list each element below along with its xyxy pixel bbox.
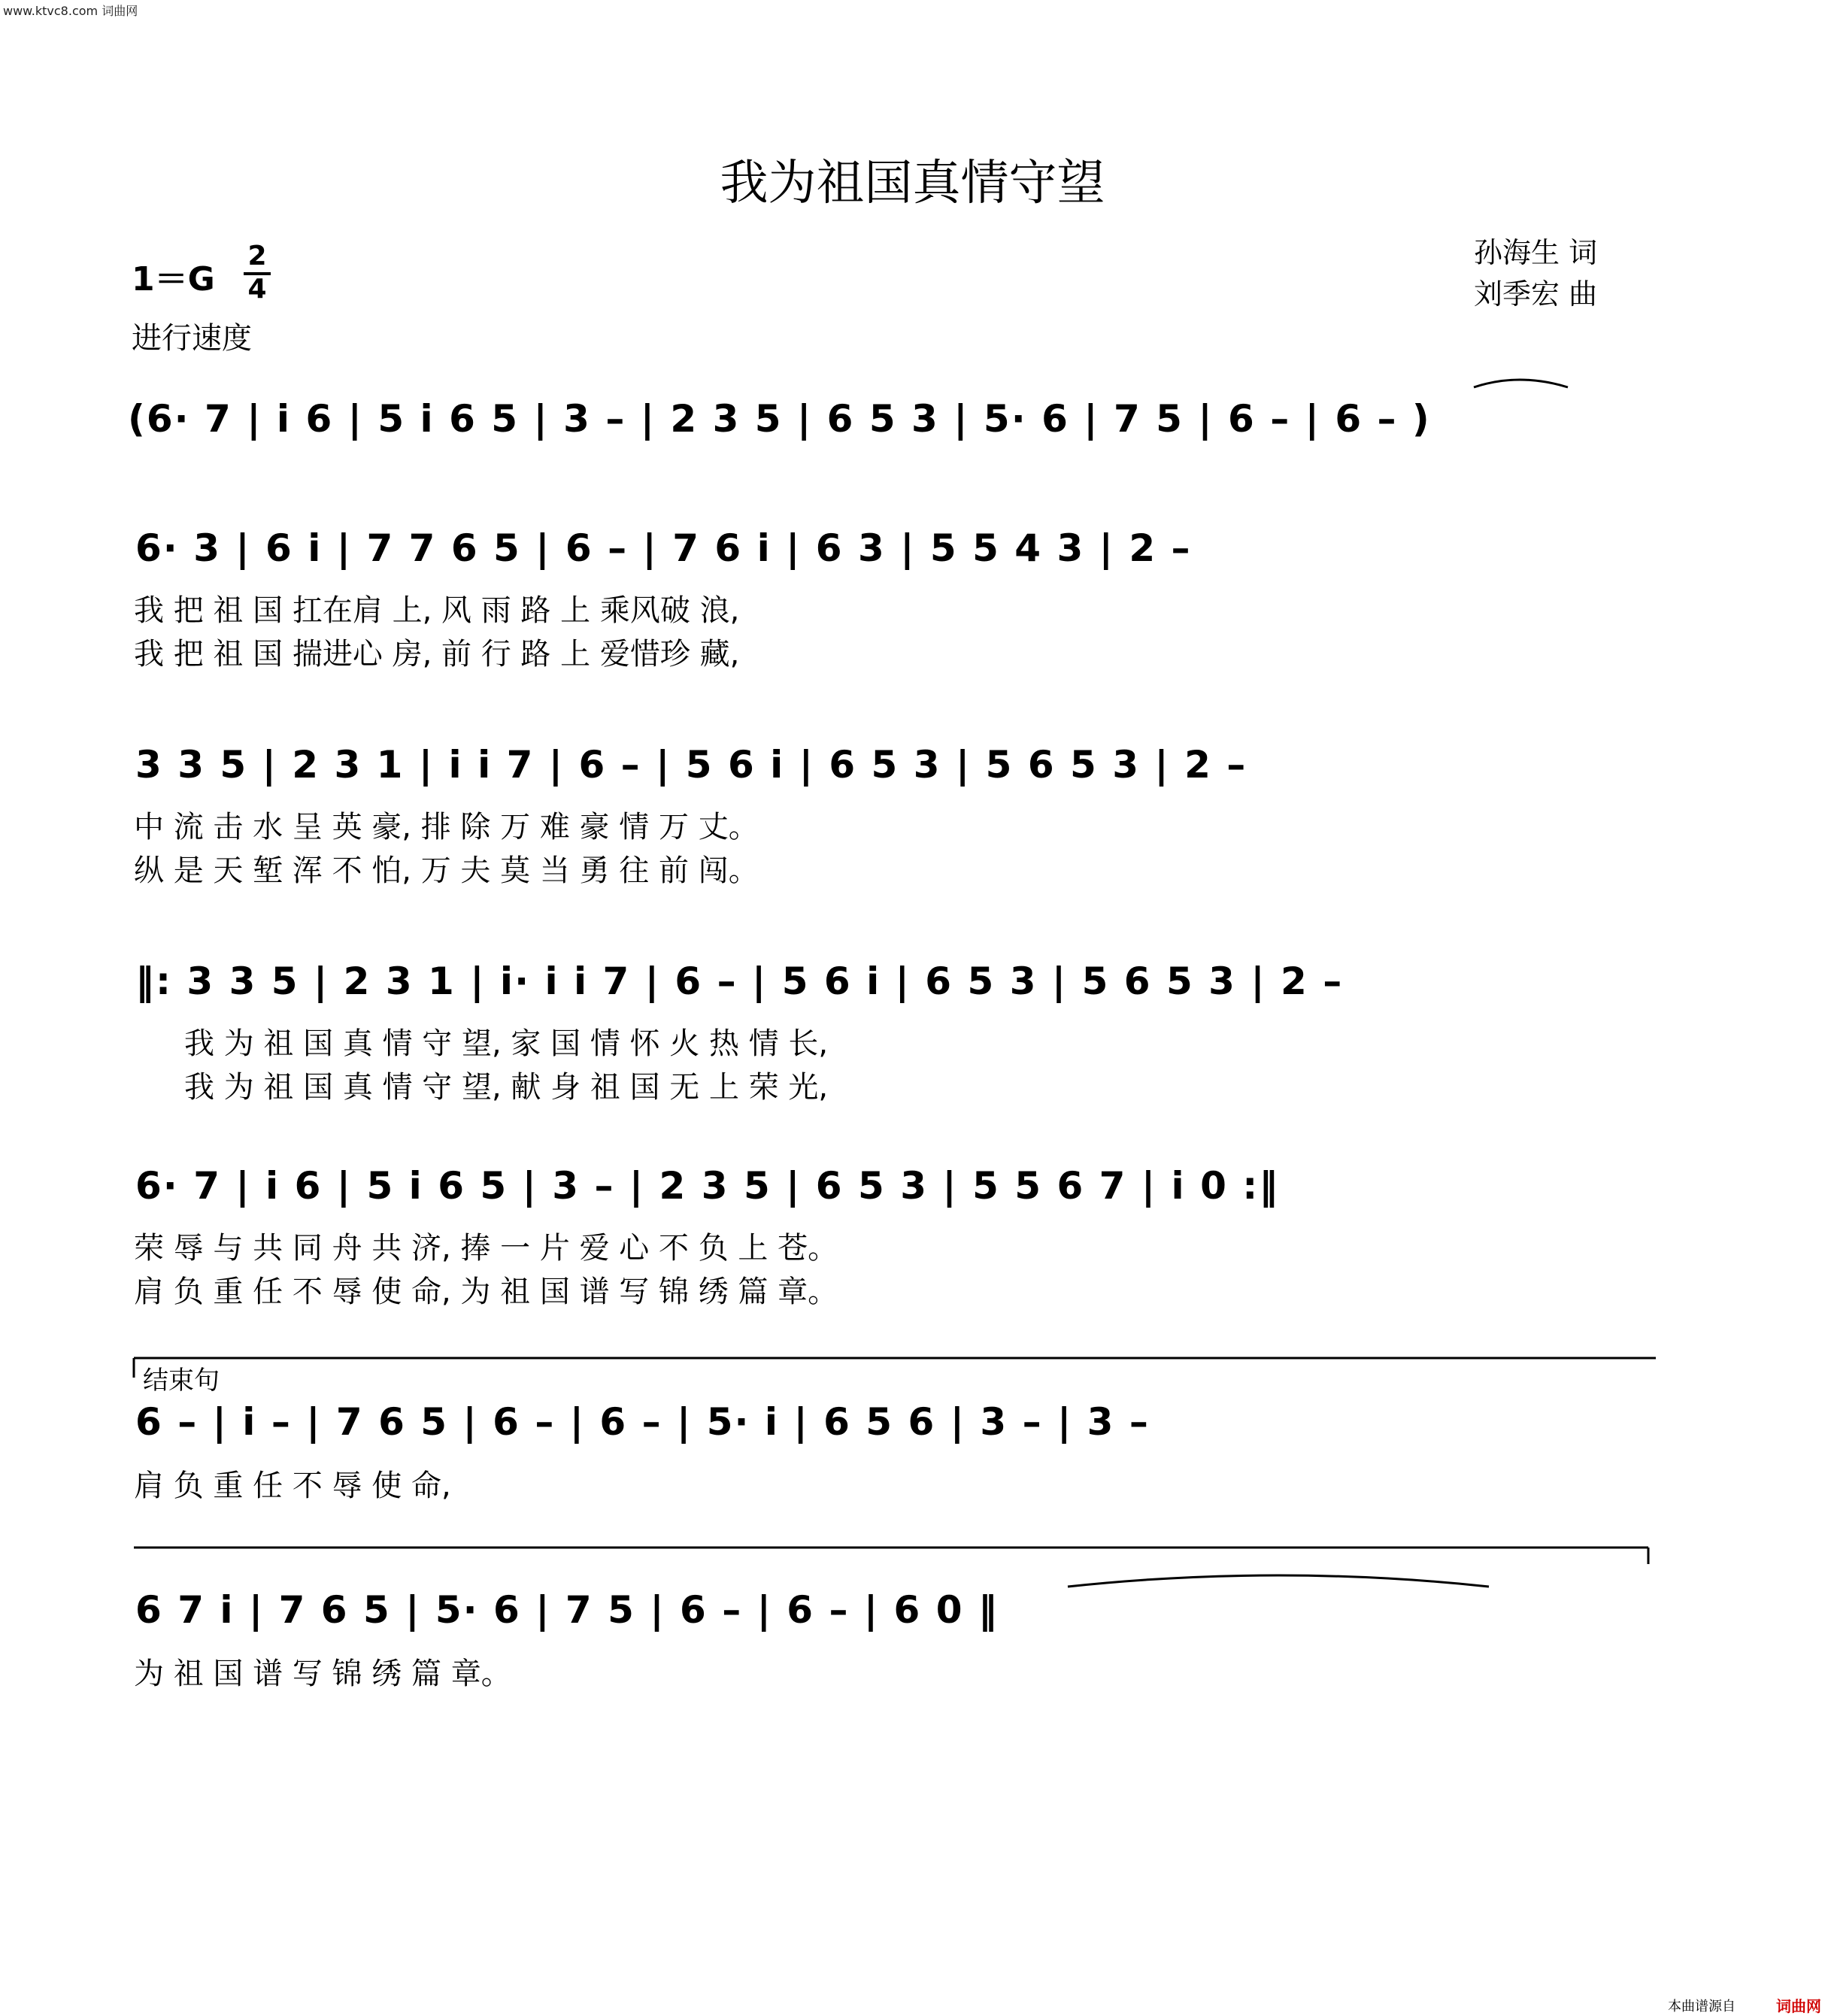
time-denominator: 4 xyxy=(247,274,267,305)
lyric-row-2-verse-1: 中 流 击 水 呈 英 豪, 排 除 万 难 豪 情 万 丈。 xyxy=(134,810,759,844)
song-title: 我为祖国真情守望 xyxy=(720,156,1105,211)
notation-row-3: ‖: 3 3 5 | 2 3 1 | i· i i 7 | 6 – | 5 6 i | 6 5 3 | 5 6 5 3 | 2 – xyxy=(135,959,1344,1003)
notation-row-1: 6· 3 | 6 i | 7 7 6 5 | 6 – | 7 6 i | 6 3 | 5 5 4 3 | 2 – xyxy=(135,526,1192,570)
lyric-row-4-verse-1: 荣 辱 与 共 同 舟 共 济, 捧 一 片 爱 心 不 负 上 苍。 xyxy=(134,1231,838,1266)
watermark: www.ktvc8.com 词曲网 xyxy=(3,4,138,18)
composer-credit: 刘季宏 曲 xyxy=(1474,277,1598,311)
time-numerator: 2 xyxy=(247,241,267,271)
lyricist-credit: 孙海生 词 xyxy=(1474,236,1598,269)
lyric-row-1-verse-1: 我 把 祖 国 扛在肩 上, 风 雨 路 上 乘风破 浪, xyxy=(134,593,740,628)
footer-source: 本曲谱源自 xyxy=(1668,1999,1736,2014)
final-tie xyxy=(1068,1575,1489,1587)
notation-row-intro: (6· 7 | i 6 | 5 i 6 5 | 3 – | 2 3 5 | 6 5 3 | 5· 6 | 7 5 | 6 – | 6 – ) xyxy=(128,397,1431,441)
lyric-row-6: 为 祖 国 谱 写 锦 绣 篇 章。 xyxy=(134,1657,511,1691)
lyric-row-4-verse-2: 肩 负 重 任 不 辱 使 命, 为 祖 国 谱 写 锦 绣 篇 章。 xyxy=(134,1275,838,1309)
intro-tie xyxy=(1474,380,1568,387)
key-signature: 1＝G xyxy=(132,260,215,299)
lyric-row-1-verse-2: 我 把 祖 国 揣进心 房, 前 行 路 上 爱惜珍 藏, xyxy=(134,637,740,671)
notation-row-2: 3 3 5 | 2 3 1 | i i 7 | 6 – | 5 6 i | 6 5 3 | 5 6 5 3 | 2 – xyxy=(135,743,1247,787)
lyric-row-3-verse-1: 我 为 祖 国 真 情 守 望, 家 国 情 怀 火 热 情 长, xyxy=(184,1026,829,1061)
tempo-marking: 进行速度 xyxy=(132,321,252,356)
notation-row-6: 6 7 i | 7 6 5 | 5· 6 | 7 5 | 6 – | 6 – | 6 0 ‖ xyxy=(135,1588,999,1632)
lyric-row-5: 肩 负 重 任 不 辱 使 命, xyxy=(134,1469,451,1503)
lyric-row-3-verse-2: 我 为 祖 国 真 情 守 望, 献 身 祖 国 无 上 荣 光, xyxy=(184,1070,829,1105)
notation-row-4: 6· 7 | i 6 | 5 i 6 5 | 3 – | 2 3 5 | 6 5 3 | 5 5 6 7 | i 0 :‖ xyxy=(135,1164,1280,1208)
lyric-row-2-verse-2: 纵 是 天 堑 浑 不 怕, 万 夫 莫 当 勇 往 前 闯。 xyxy=(134,853,759,888)
footer-brand: 词曲网 xyxy=(1776,1997,1821,2015)
ending-label: 结束句 xyxy=(143,1366,220,1396)
notation-row-5: 6 – | i – | 7 6 5 | 6 – | 6 – | 5· i | 6 5 6 | 3 – | 3 – xyxy=(135,1400,1150,1444)
